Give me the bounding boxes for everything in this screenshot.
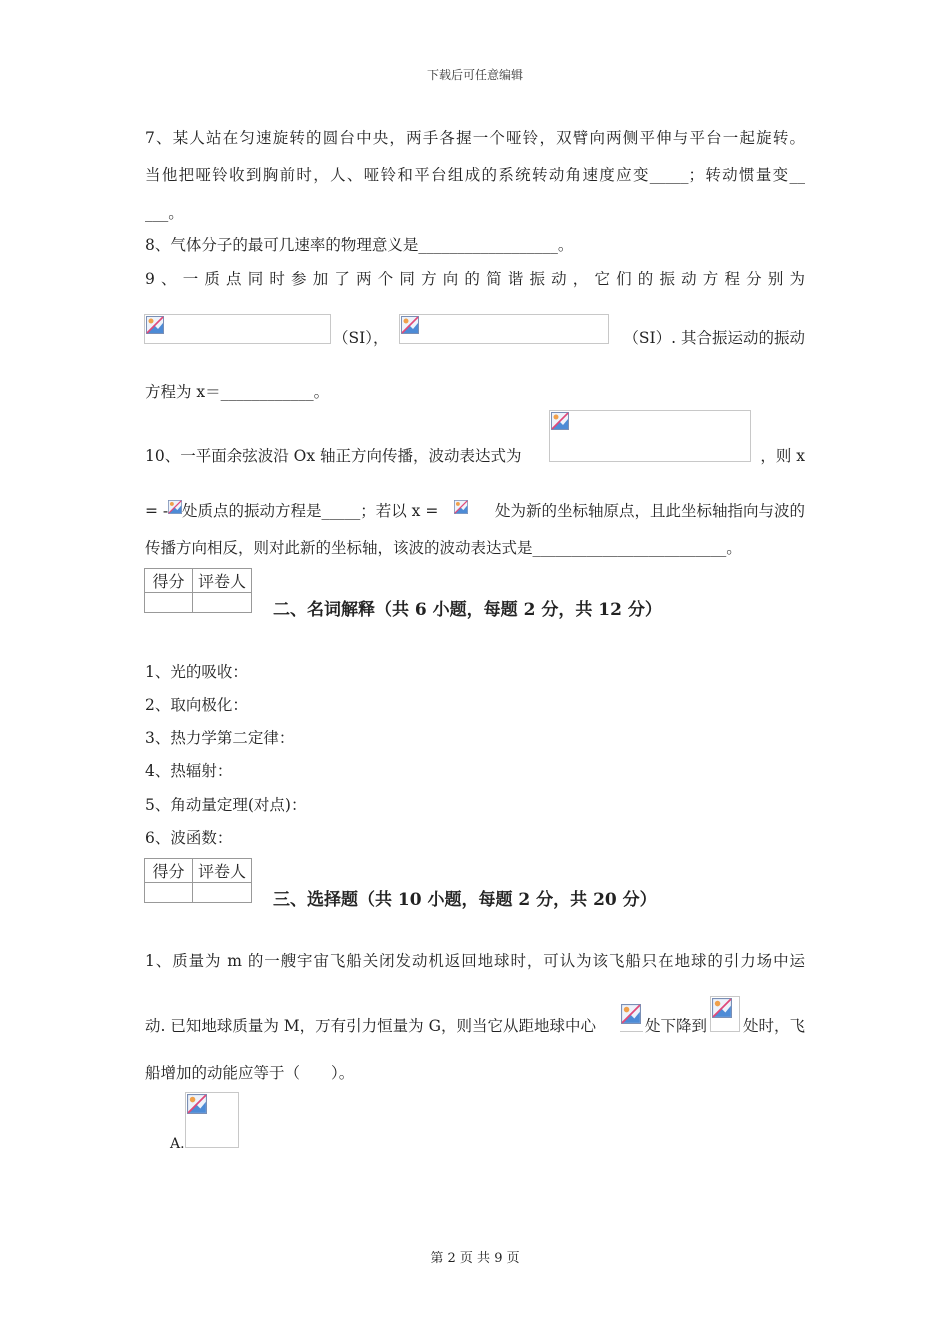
image-placeholder-icon	[146, 316, 164, 334]
q7-line1: 7、某人站在匀速旋转的圆台中央，两手各握一个哑铃，双臂向两侧平伸与平台一起旋转。	[145, 129, 805, 147]
radius-image-1	[620, 1003, 643, 1032]
q10-line2-b: 处质点的振动方程是_____；若以 x =	[182, 502, 439, 520]
score-table-section3	[144, 858, 252, 903]
s3-q1-line2-c: 处时，飞	[742, 1017, 805, 1035]
image-placeholder-icon	[551, 412, 569, 430]
position-image-1	[168, 498, 180, 516]
grader-label: 评卷人	[193, 569, 252, 593]
term-item: 6、波函数：	[145, 829, 233, 847]
term-item: 1、光的吸收：	[145, 663, 248, 681]
s3-q1-line1: 1、质量为 m 的一艘宇宙飞船关闭发动机返回地球时，可认为该飞船只在地球的引力场中运	[145, 952, 805, 970]
term-item: 2、取向极化：	[145, 696, 248, 714]
term-item: 3、热力学第二定律：	[145, 729, 295, 747]
section3-title: 三、选择题（共 10 小题，每题 2 分，共 20 分）	[273, 890, 657, 910]
image-placeholder-icon	[401, 316, 419, 334]
option-a-image	[185, 1092, 239, 1148]
q10-line3: 传播方向相反，则对此新的坐标轴，该波的波动表达式是_________________________。	[145, 539, 742, 557]
s3-q1-line2-b: 处下降到	[645, 1017, 708, 1035]
position-image-2	[454, 498, 466, 516]
image-placeholder-icon	[168, 498, 182, 516]
q10-line2-a: = -	[145, 502, 169, 520]
q10-line2-c: 处为新的坐标轴原点，且此坐标轴指向与波的	[494, 502, 805, 520]
image-placeholder-icon	[454, 498, 468, 516]
q9-si2: （SI）. 其合振运动的振动	[623, 329, 805, 347]
q9-line3: 方程为 x＝____________。	[145, 383, 330, 401]
q8-line: 8、气体分子的最可几速率的物理意义是__________________。	[145, 236, 574, 254]
q7-line3: ___。	[145, 204, 184, 222]
q9-si1: （SI），	[333, 329, 389, 347]
grader-cell	[193, 593, 252, 613]
s3-q1-line3: 船增加的动能应等于（ ）。	[145, 1064, 355, 1082]
score-cell	[145, 883, 193, 903]
q10-line1-end: ，则 x	[760, 447, 805, 465]
score-cell	[145, 593, 193, 613]
q7-line2: 当他把哑铃收到胸前时，人、哑铃和平台组成的系统转动角速度应变_____；转动惯量变__	[145, 166, 805, 184]
wave-equation-image	[549, 410, 751, 462]
radius-image-2	[710, 996, 740, 1032]
option-a-label: A.	[170, 1136, 185, 1152]
grader-cell	[193, 883, 252, 903]
grader-label: 评卷人	[193, 859, 252, 883]
image-placeholder-icon	[712, 998, 732, 1018]
term-item: 5、角动量定理(对点)：	[145, 796, 307, 814]
s3-q1-line2-a: 动. 已知地球质量为 M，万有引力恒量为 G，则当它从距地球中心	[145, 1017, 596, 1035]
page-header: 下载后可任意编辑	[426, 68, 523, 82]
equation-image-1	[144, 314, 331, 344]
page-footer: 第 2 页 共 9 页	[430, 1251, 520, 1266]
score-label: 得分	[145, 569, 193, 593]
image-placeholder-icon	[187, 1094, 207, 1114]
term-item: 4、热辐射：	[145, 762, 233, 780]
section2-title: 二、名词解释（共 6 小题，每题 2 分，共 12 分）	[273, 600, 662, 620]
q9-line1: 9、一质点同时参加了两个同方向的简谐振动，它们的振动方程分别为	[145, 270, 805, 288]
q10-line1: 10、一平面余弦波沿 Ox 轴正方向传播，波动表达式为	[145, 447, 522, 465]
score-table-section2	[144, 568, 252, 613]
image-placeholder-icon	[621, 1004, 641, 1024]
score-label: 得分	[145, 859, 193, 883]
equation-image-2	[399, 314, 609, 344]
